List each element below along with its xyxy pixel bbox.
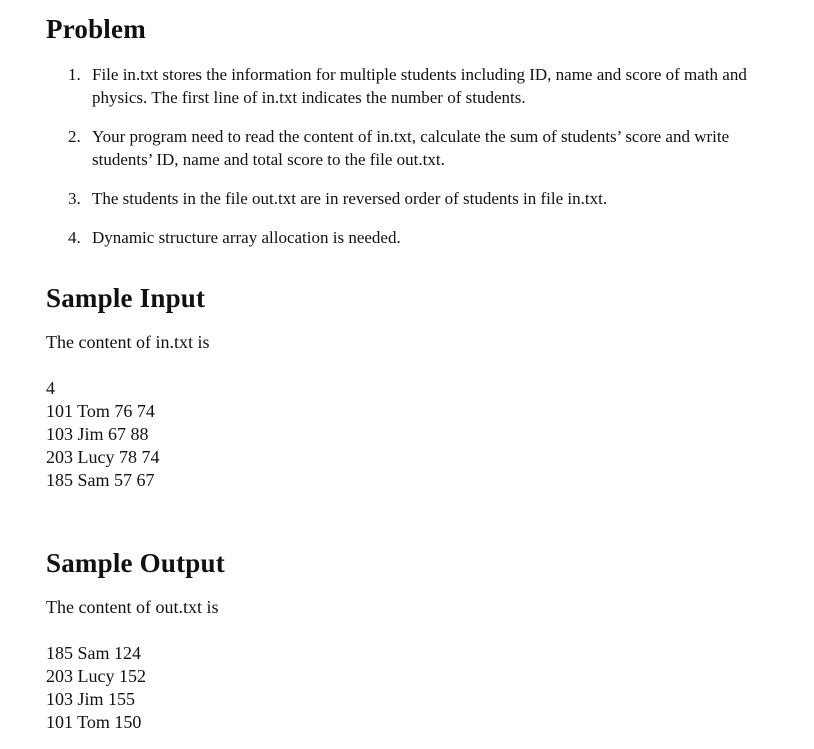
sample-output-line: 203 Lucy 152 xyxy=(46,666,146,686)
sample-output-line: 103 Jim 155 xyxy=(46,689,136,709)
sample-input-line: 103 Jim 67 88 xyxy=(46,424,149,444)
problem-item-text: The students in the file out.txt are in reversed order of students in file in.txt. xyxy=(92,189,608,208)
sample-input-line: 203 Lucy 78 74 xyxy=(46,447,160,467)
problem-item-number: 3. xyxy=(68,189,81,208)
sample-input-line: 185 Sam 57 67 xyxy=(46,470,155,490)
sample-input-line: 101 Tom 76 74 xyxy=(46,401,155,421)
sample-output-line: 185 Sam 124 xyxy=(46,643,142,663)
sample-input-heading: Sample Input xyxy=(46,283,206,313)
sample-output-intro: The content of out.txt is xyxy=(46,597,219,617)
sample-output-heading: Sample Output xyxy=(46,548,225,578)
sample-input-intro: The content of in.txt is xyxy=(46,332,210,352)
sample-input-line: 4 xyxy=(46,378,55,398)
problem-item-text: File in.txt stores the information for multiple students including ID, name and score of math and physics. The first line of in.txt indicates the number of students. xyxy=(92,65,747,107)
problem-heading: Problem xyxy=(46,14,146,44)
problem-item-number: 4. xyxy=(68,228,81,247)
sample-output-lines xyxy=(46,642,146,734)
sample-input-lines xyxy=(46,377,159,492)
sample-output-line: 101 Tom 150 xyxy=(46,712,142,732)
problem-item-number: 1. xyxy=(68,65,81,84)
problem-item-text: Your program need to read the content of in.txt, calculate the sum of students’ score and write students’ ID, name and total score to the file out.txt. xyxy=(92,127,730,169)
problem-item-number: 2. xyxy=(68,127,81,146)
problem-item-text: Dynamic structure array allocation is needed. xyxy=(92,228,401,247)
